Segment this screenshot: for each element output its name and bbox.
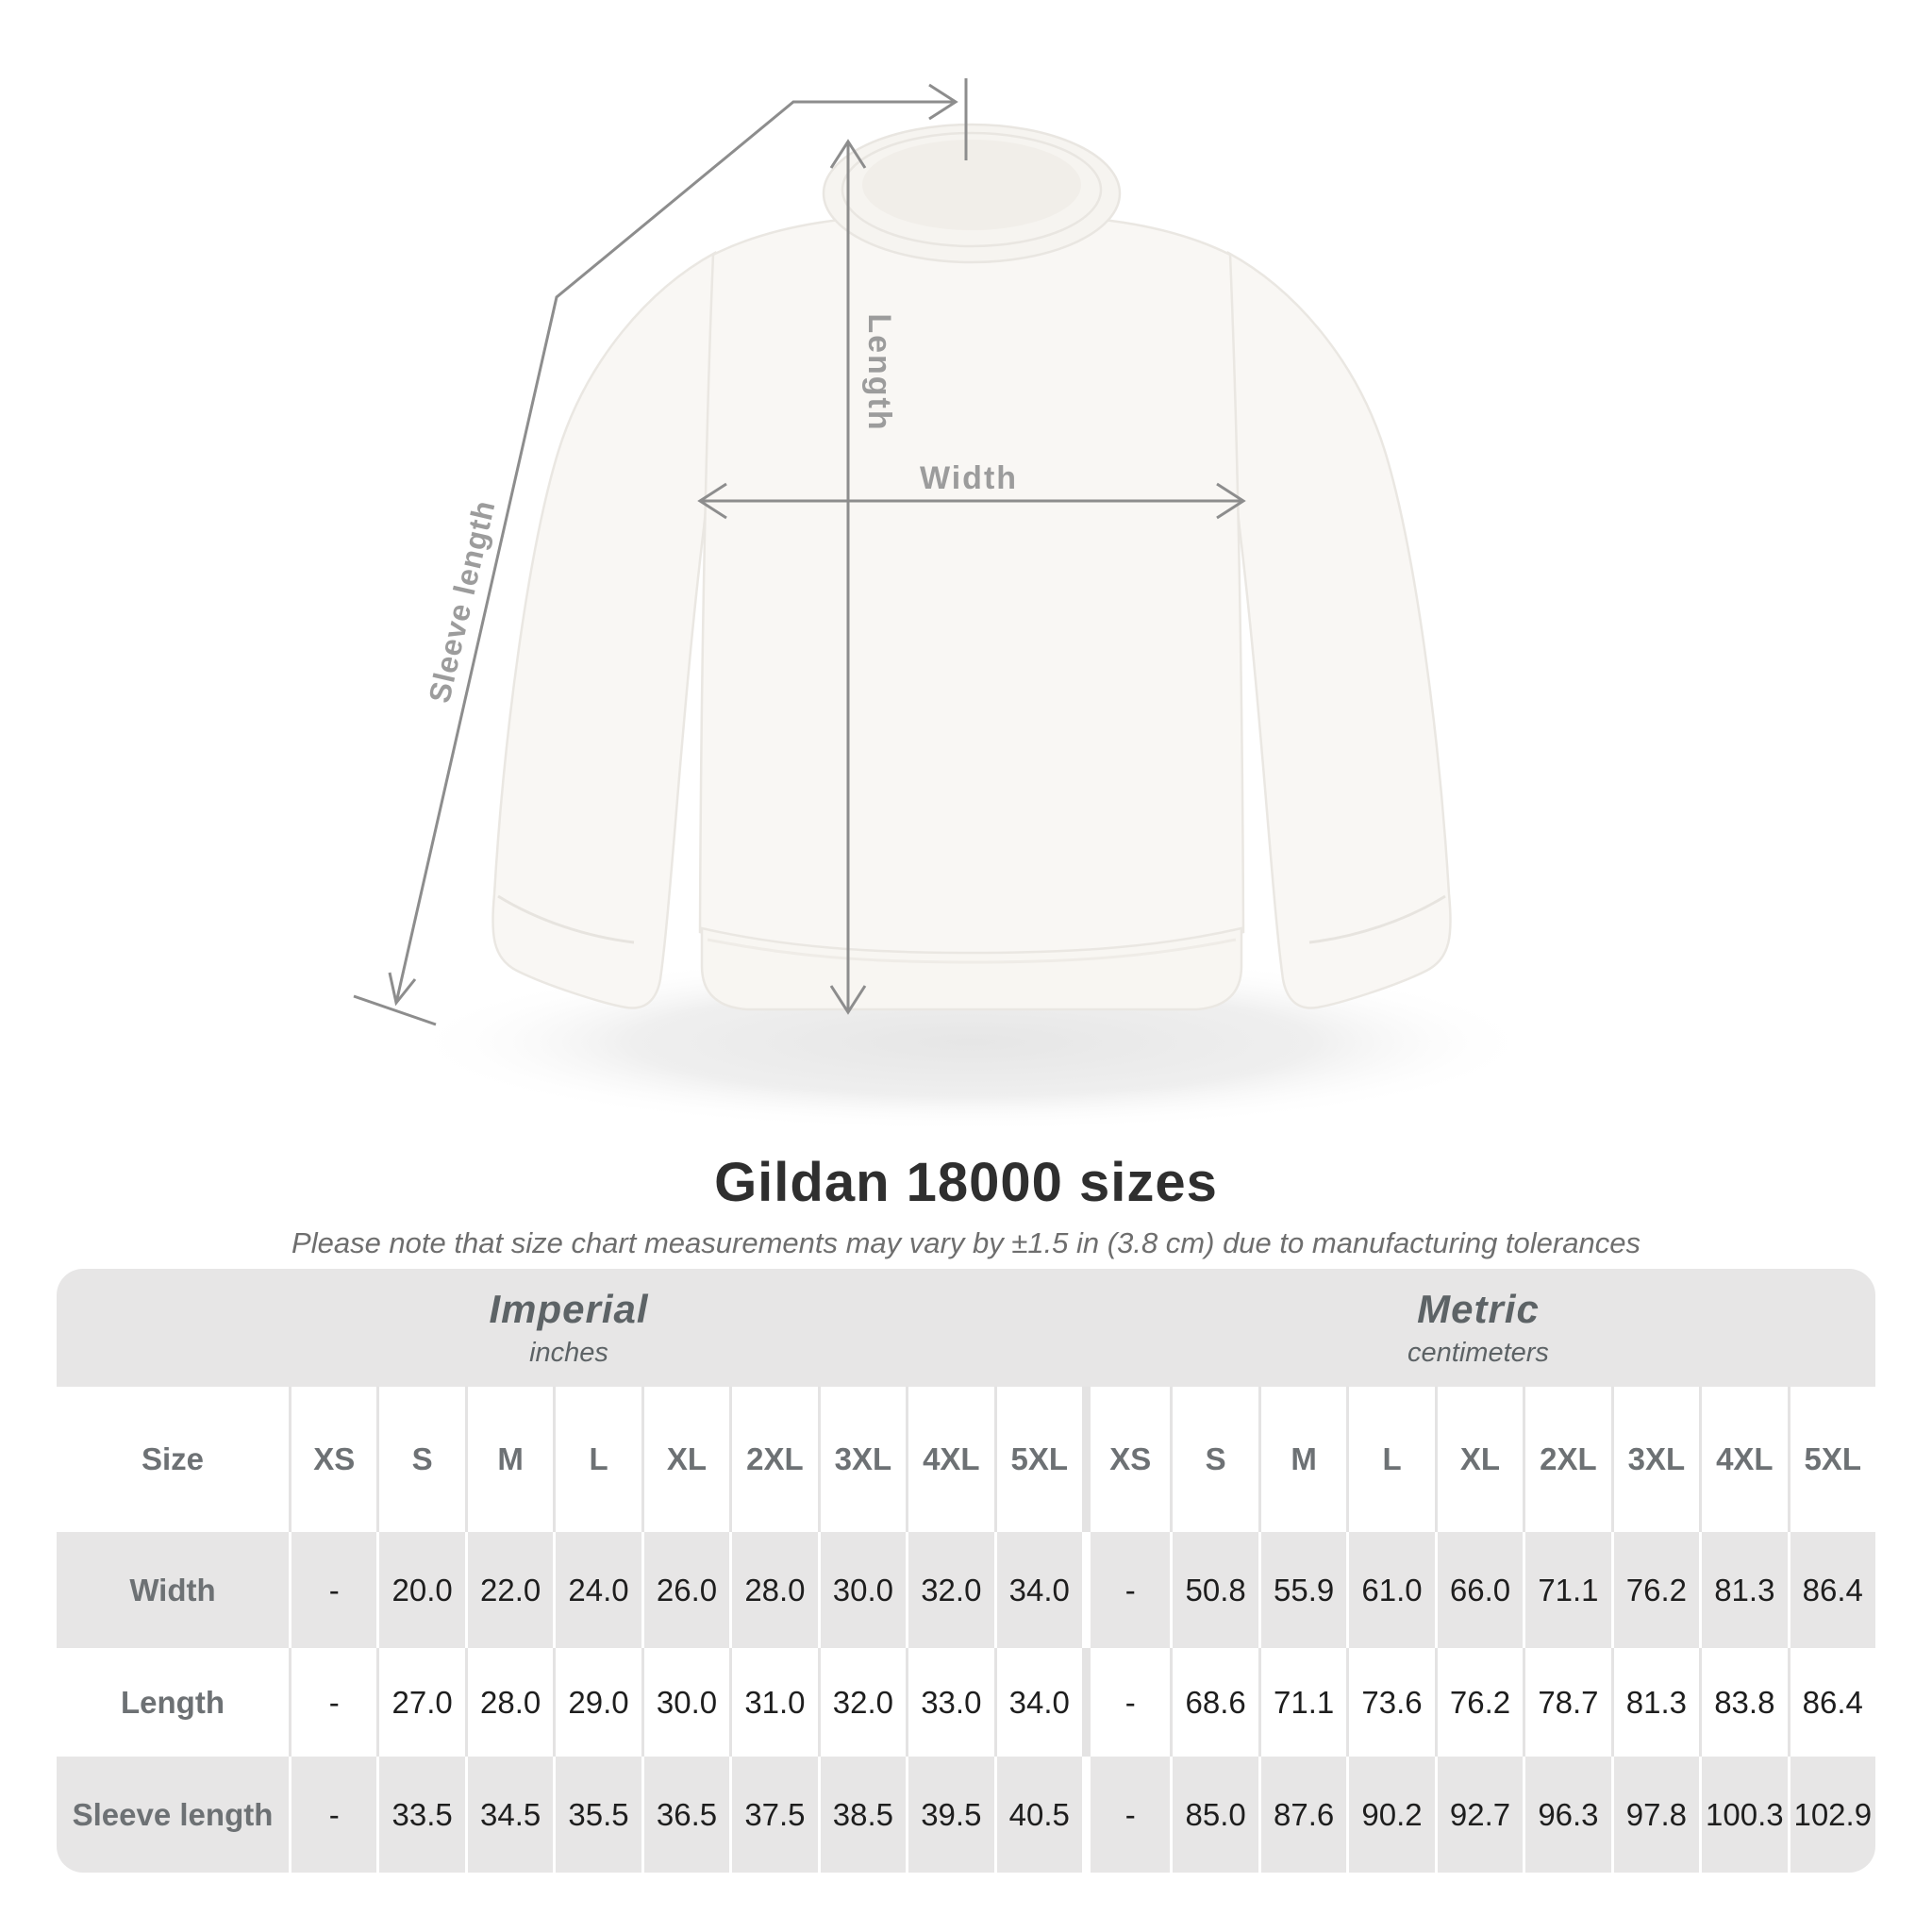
metric-group-header (1081, 1269, 1875, 1387)
metric-value-cell: 86.4 (1788, 1532, 1875, 1648)
page-title: Gildan 18000 sizes (714, 1152, 1218, 1213)
metric-value-cell: 76.2 (1435, 1648, 1523, 1757)
imperial-value-cell: 40.5 (994, 1757, 1082, 1873)
imperial-value-cell: - (289, 1648, 376, 1757)
metric-value-cell: - (1082, 1757, 1170, 1873)
sleeve-measure-label: Sleeve length (422, 496, 502, 707)
measurement-row-label: Length (121, 1684, 225, 1720)
imperial-value-cell: - (289, 1532, 376, 1648)
size-column-header: 5XL (994, 1387, 1082, 1532)
imperial-value-cell: 28.0 (465, 1648, 553, 1757)
metric-value-cell: - (1082, 1648, 1170, 1757)
imperial-value-cell: 30.0 (641, 1648, 729, 1757)
imperial-value-cell: 29.0 (553, 1648, 641, 1757)
imperial-value-cell: 39.5 (906, 1757, 993, 1873)
metric-group-label: Metric (1417, 1287, 1540, 1331)
imperial-value-cell: 26.0 (641, 1532, 729, 1648)
metric-value-cell: 50.8 (1170, 1532, 1257, 1648)
imperial-value-cell: 24.0 (553, 1532, 641, 1648)
metric-value-cell: 85.0 (1170, 1757, 1257, 1873)
imperial-value-cell: 33.5 (376, 1757, 464, 1873)
imperial-value-cell: 32.0 (906, 1532, 993, 1648)
tolerance-note: Please note that size chart measurements may vary by ±1.5 in (3.8 cm) due to manufacturing tolerances (291, 1226, 1641, 1259)
imperial-value-cell: 28.0 (729, 1532, 817, 1648)
measurement-row-width (57, 1532, 1875, 1648)
size-column-header: L (553, 1387, 641, 1532)
metric-value-cell: 55.9 (1258, 1532, 1346, 1648)
imperial-value-cell: 34.0 (994, 1532, 1082, 1648)
metric-value-cell: 68.6 (1170, 1648, 1257, 1757)
sweatshirt-sleeve-right (1226, 253, 1451, 1008)
metric-value-cell: 86.4 (1788, 1648, 1875, 1757)
size-column-header: S (376, 1387, 464, 1532)
imperial-group-label: Imperial (489, 1287, 649, 1331)
metric-value-cell: 76.2 (1611, 1532, 1699, 1648)
size-column-header: M (1258, 1387, 1346, 1532)
size-column-header: XL (1435, 1387, 1523, 1532)
imperial-value-cell: 20.0 (376, 1532, 464, 1648)
size-column-header: 2XL (729, 1387, 817, 1532)
size-column-header: 3XL (1611, 1387, 1699, 1532)
imperial-value-cell: 27.0 (376, 1648, 464, 1757)
metric-value-cell: - (1082, 1532, 1170, 1648)
width-measure-label: Width (919, 460, 1019, 496)
size-column-header: 4XL (1699, 1387, 1787, 1532)
imperial-value-cell: 34.0 (994, 1648, 1082, 1757)
imperial-value-cell: 36.5 (641, 1757, 729, 1873)
size-column-header: 2XL (1523, 1387, 1610, 1532)
metric-value-cell: 61.0 (1346, 1532, 1434, 1648)
metric-value-cell: 81.3 (1699, 1532, 1787, 1648)
size-chart-rows (57, 1387, 1875, 1873)
size-column-header: XL (641, 1387, 729, 1532)
size-column-header: XS (289, 1387, 376, 1532)
metric-value-cell: 66.0 (1435, 1532, 1523, 1648)
measurement-row-length (57, 1648, 1875, 1757)
metric-value-cell: 71.1 (1523, 1532, 1610, 1648)
metric-value-cell: 90.2 (1346, 1757, 1434, 1873)
measurement-row-sleeve-length (57, 1757, 1875, 1873)
metric-value-cell: 100.3 (1699, 1757, 1787, 1873)
size-header-label: Size (141, 1441, 205, 1476)
metric-value-cell: 81.3 (1611, 1648, 1699, 1757)
size-column-header: M (465, 1387, 553, 1532)
metric-value-cell: 97.8 (1611, 1757, 1699, 1873)
sweatshirt-sleeve-left (492, 253, 717, 1008)
size-column-header: XS (1082, 1387, 1170, 1532)
size-column-header: 3XL (818, 1387, 906, 1532)
size-column-header: S (1170, 1387, 1257, 1532)
collar-opening (862, 140, 1081, 230)
metric-value-cell: 96.3 (1523, 1757, 1610, 1873)
length-measure-label: Length (861, 313, 898, 432)
imperial-value-cell: 30.0 (818, 1532, 906, 1648)
imperial-value-cell: 35.5 (553, 1757, 641, 1873)
sweatshirt-body (700, 213, 1243, 957)
imperial-value-cell: 22.0 (465, 1532, 553, 1648)
imperial-value-cell: 33.0 (906, 1648, 993, 1757)
imperial-group-header (57, 1269, 1081, 1387)
size-header-row (57, 1387, 1875, 1532)
size-column-header: L (1346, 1387, 1434, 1532)
metric-value-cell: 78.7 (1523, 1648, 1610, 1757)
imperial-value-cell: 32.0 (818, 1648, 906, 1757)
metric-value-cell: 87.6 (1258, 1757, 1346, 1873)
metric-group-sublabel: centimeters (1407, 1338, 1549, 1368)
imperial-value-cell: 37.5 (729, 1757, 817, 1873)
imperial-group-sublabel: inches (529, 1338, 608, 1368)
size-column-header: 5XL (1788, 1387, 1875, 1532)
size-chart-table (57, 1269, 1875, 1873)
imperial-value-cell: - (289, 1757, 376, 1873)
metric-value-cell: 83.8 (1699, 1648, 1787, 1757)
imperial-value-cell: 31.0 (729, 1648, 817, 1757)
imperial-value-cell: 34.5 (465, 1757, 553, 1873)
size-column-header: 4XL (906, 1387, 993, 1532)
metric-value-cell: 102.9 (1788, 1757, 1875, 1873)
imperial-value-cell: 38.5 (818, 1757, 906, 1873)
measurement-row-label: Sleeve length (72, 1796, 274, 1832)
metric-value-cell: 92.7 (1435, 1757, 1523, 1873)
metric-value-cell: 71.1 (1258, 1648, 1346, 1757)
metric-value-cell: 73.6 (1346, 1648, 1434, 1757)
unit-group-band (57, 1269, 1875, 1387)
measurement-row-label: Width (129, 1572, 216, 1607)
